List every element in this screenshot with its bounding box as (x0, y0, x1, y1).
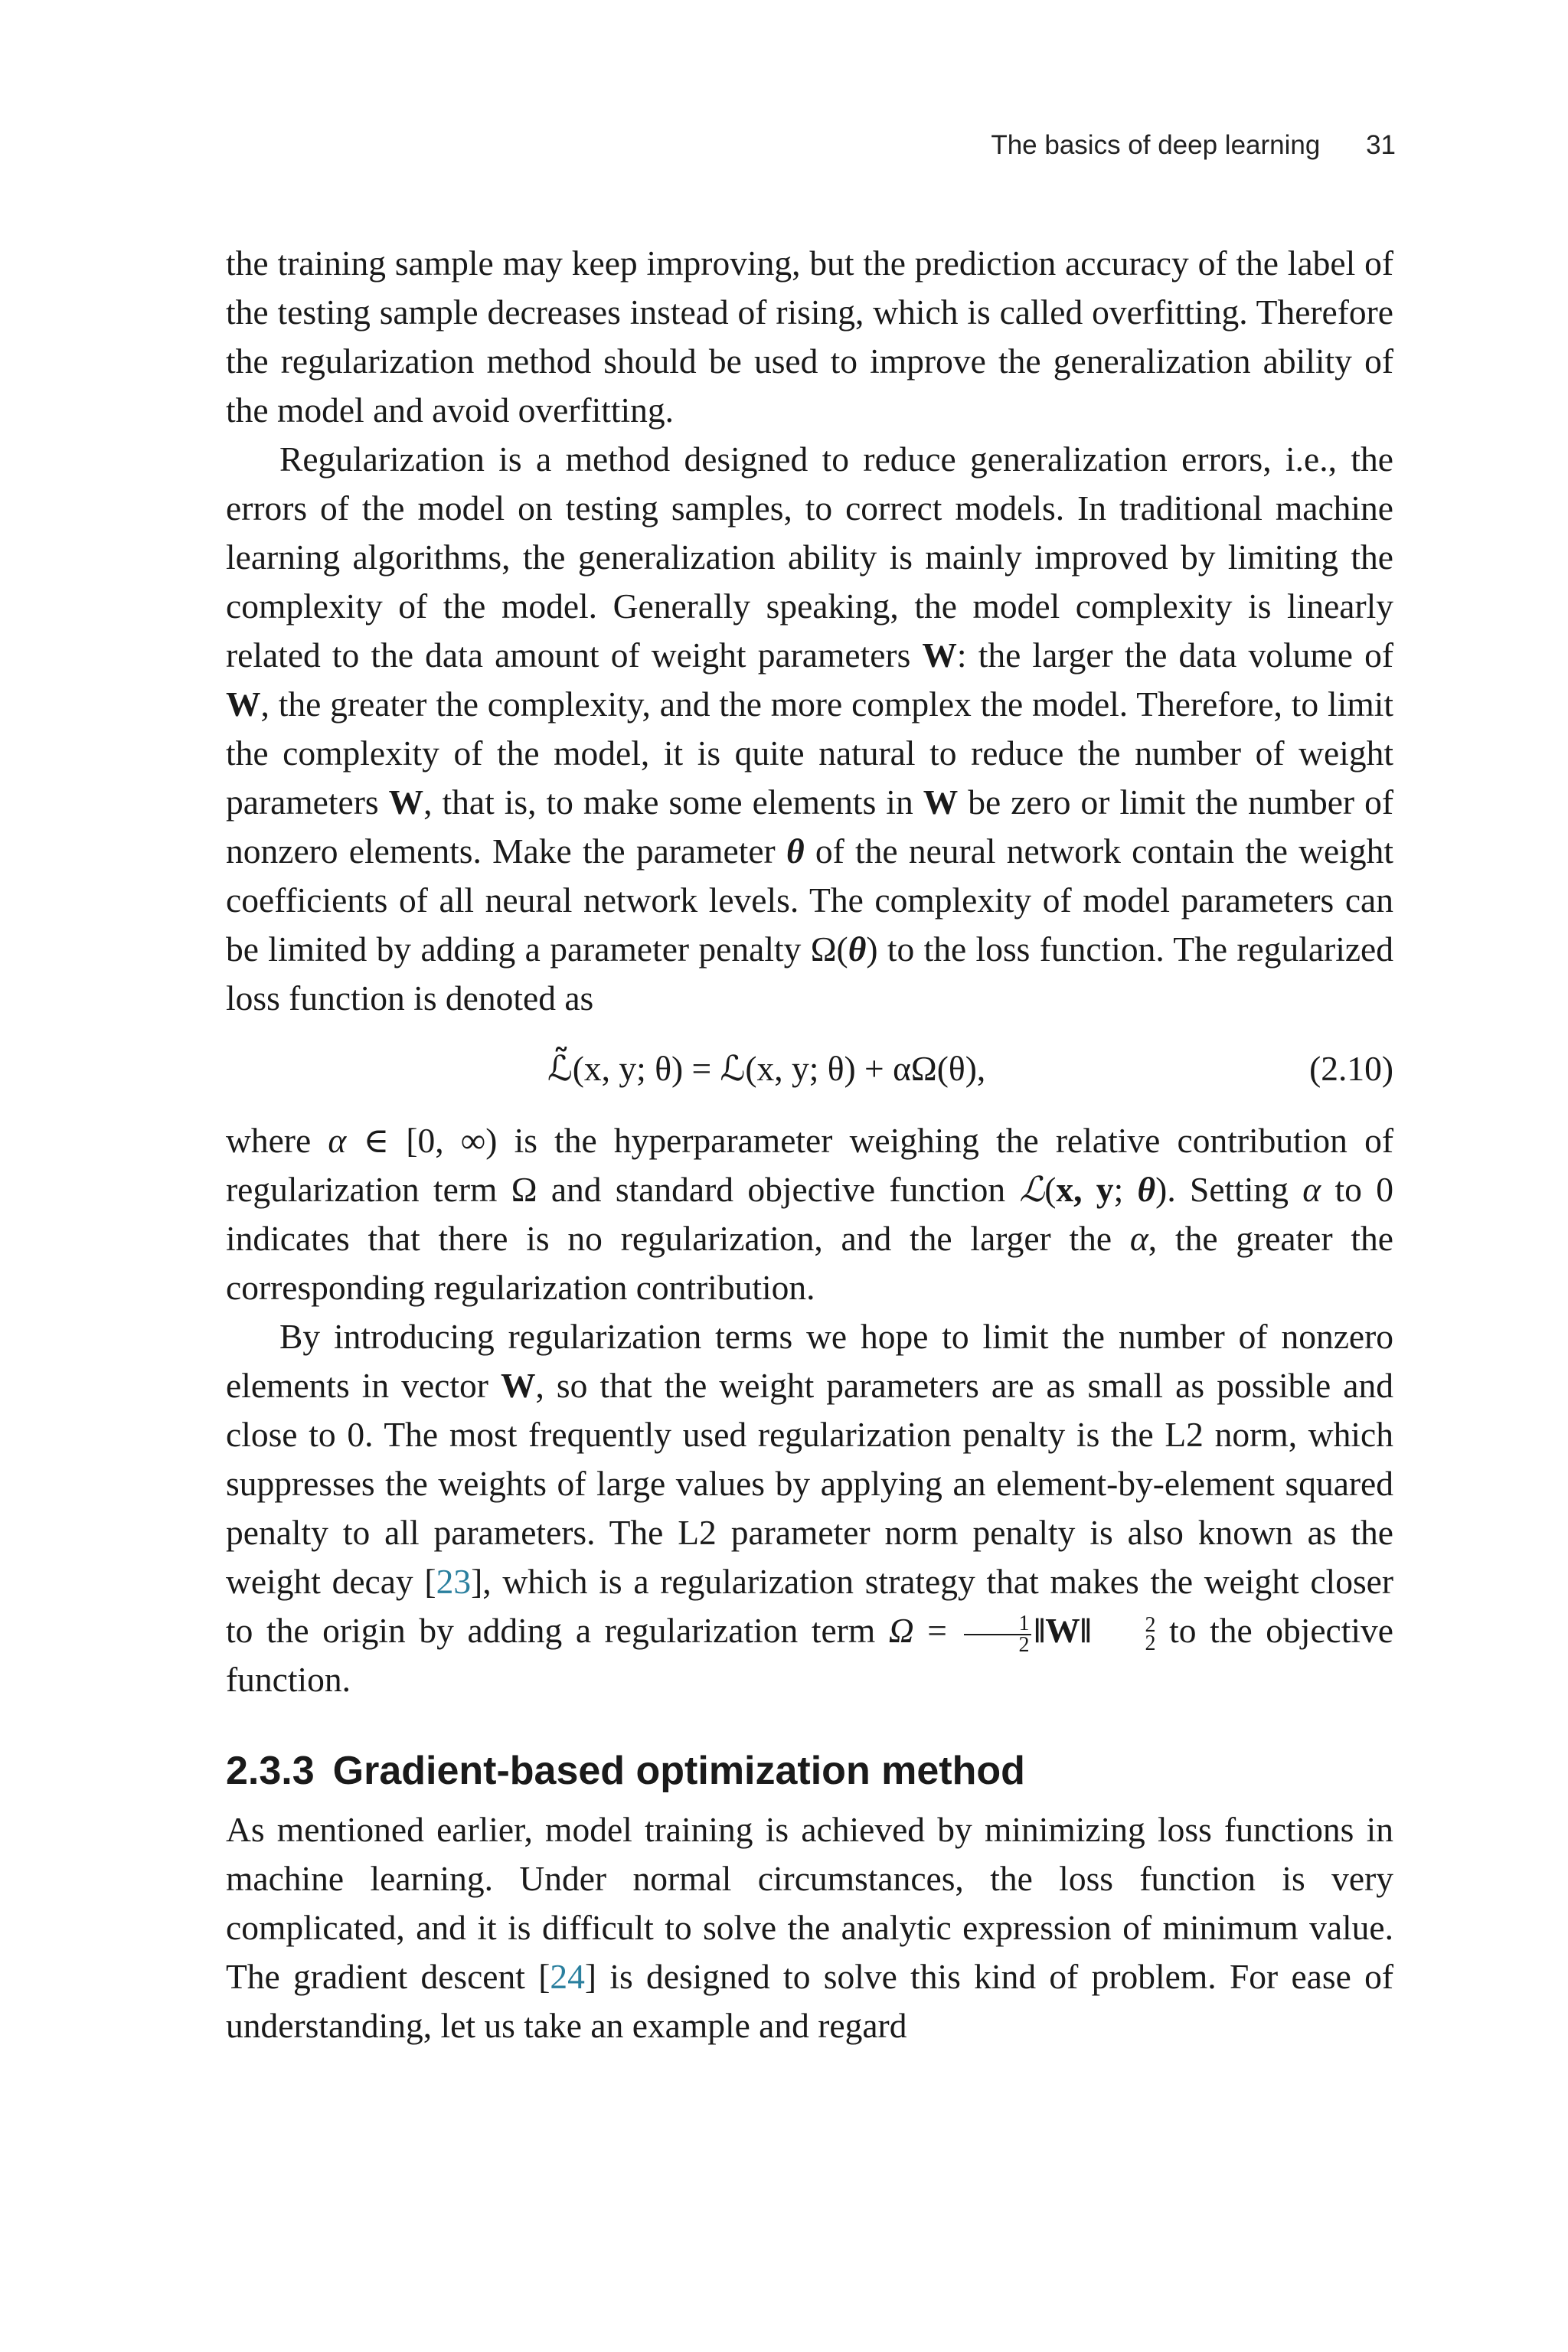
p4-text-d: to the objective function. (226, 1611, 1393, 1699)
equation-body: ℒ̃(x, y; θ) = ℒ(x, y; θ) + αΩ(θ), (547, 1049, 986, 1088)
p4-text-a: By introducing regularization terms we hope to limit the number of nonzero elements in vector (226, 1317, 1393, 1405)
symbol-W: W (922, 635, 957, 675)
page-number: 31 (1366, 130, 1396, 160)
p3-text-a: where (226, 1121, 328, 1160)
p5-text-b: ] is designed to solve this kind of problem. For ease of understanding, let us take an example and regard (226, 1957, 1393, 2045)
symbol-theta: θ (1137, 1170, 1156, 1209)
citation-link[interactable]: 24 (550, 1957, 585, 1996)
paragraph-1 (226, 239, 1393, 435)
symbol-alpha: α (328, 1121, 347, 1160)
page-body (226, 239, 1393, 2050)
symbol-W: W (500, 1366, 536, 1405)
symbol-norm-W: ‖W‖ (1034, 1611, 1092, 1650)
p2-text-d: , that is, to make some elements in (423, 782, 923, 822)
p2-text-c: , the greater the complexity, and the more complex the model. Therefore, to limit the complexity of the model, it is quite natural to reduce the number of weight parameters (226, 684, 1393, 822)
p2-text-f: of the neural network contain the weight coefficients of all neural network levels. The complexity of model parameters can be limited by adding a parameter penalty Ω( (226, 831, 1393, 969)
fraction-numerator: 1 (964, 1614, 1031, 1635)
p3-text-c: ( (1044, 1170, 1057, 1209)
paragraph-2 (226, 435, 1393, 1023)
symbol-W: W (388, 782, 424, 822)
p3-text-e: ). Setting (1155, 1170, 1303, 1209)
paragraph-4 (226, 1312, 1393, 1704)
paragraph-1-text: the training sample may keep improving, but the prediction accuracy of the label of the testing sample decreases instead of rising, which is called overfitting. Therefore the regularization method should be used to improve the generalization ability of the model and avoid overfitting. (226, 243, 1393, 430)
symbol-loss: ℒ (1019, 1170, 1045, 1209)
symbol-W: W (226, 684, 261, 724)
p2-text-b: : the larger the data volume of (956, 635, 1393, 675)
p4-equals: = (913, 1611, 961, 1650)
p4-text-c: ], which is a regularization strategy that makes the weight closer to the origin by adding a regularization term (226, 1562, 1394, 1650)
norm-superscript: 2 (1145, 1612, 1156, 1637)
section-heading (226, 1747, 1393, 1795)
symbol-xy: x, y (1056, 1170, 1114, 1209)
equation-2-10 (226, 1038, 1393, 1099)
p3-text-b: ∈ [0, ∞) is the hyperparameter weighing the relative contribution of regularization term Ω and standard objective function (226, 1121, 1394, 1209)
paragraph-3 (226, 1116, 1393, 1312)
running-title: The basics of deep learning (991, 130, 1321, 160)
symbol-omega: Ω (888, 1611, 914, 1650)
citation-link[interactable]: 23 (436, 1562, 472, 1601)
norm-indices (1092, 1612, 1156, 1655)
p2-text-g: ) to the loss function. The regularized loss function is denoted as (226, 929, 1393, 1018)
p2-text-e: be zero or limit the number of nonzero elements. Make the parameter (226, 782, 1393, 871)
fraction-denominator: 2 (1018, 1632, 1030, 1657)
paragraph-5 (226, 1805, 1393, 2050)
fraction-one-half (964, 1611, 1031, 1657)
p4-text-b: , so that the weight parameters are as small as possible and close to 0. The most frequently used regularization penalty is the L2 norm, which suppresses the weights of large values by applying an element-by-element squared penalty to all parameters. The L2 parameter norm penalty is also known as the weight decay [ (226, 1366, 1393, 1601)
p5-text-a: As mentioned earlier, model training is achieved by minimizing loss functions in machine learning. Under normal circumstances, the loss function is very complicated, and it is difficult to solve the analytic expression of minimum value. The gradient descent [ (226, 1810, 1393, 1996)
section-number: 2.3.3 (226, 1749, 315, 1793)
p3-text-f: to 0 indicates that there is no regularization, and the larger the (226, 1170, 1393, 1258)
symbol-alpha: α (1302, 1170, 1321, 1209)
symbol-theta: θ (848, 929, 867, 969)
norm-subscript: 2 (1145, 1631, 1156, 1655)
p2-text-a: Regularization is a method designed to reduce generalization errors, i.e., the errors of the model on testing samples, to correct models. In traditional machine learning algorithms, the generalization ability is mainly improved by limiting the complexity of the model. Generally speaking, the model complexity is linearly related to the data amount of weight parameters (226, 439, 1393, 675)
symbol-alpha: α (1129, 1219, 1148, 1258)
section-title: Gradient-based optimization method (332, 1749, 1025, 1793)
symbol-W: W (923, 782, 959, 822)
symbol-theta: θ (786, 831, 805, 871)
p3-text-g: , the greater the corresponding regularization contribution. (226, 1219, 1393, 1307)
p3-text-d: ; (1113, 1170, 1138, 1209)
equation-number: (2.10) (1309, 1049, 1393, 1088)
running-header (991, 130, 1396, 161)
